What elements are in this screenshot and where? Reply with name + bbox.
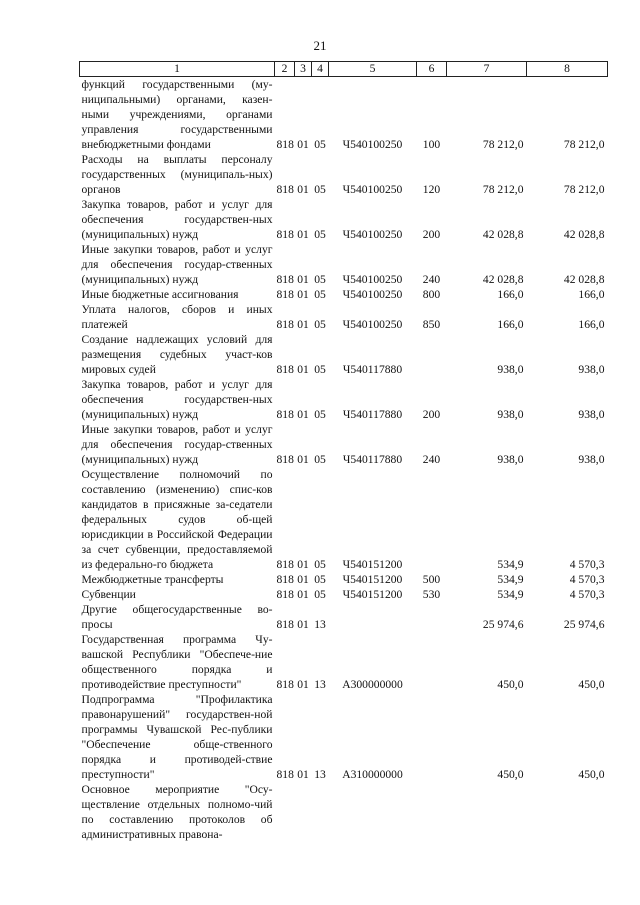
cell-code-3: 01 xyxy=(297,138,309,151)
table-row xyxy=(80,467,608,572)
cell-amount-8: 450,0 xyxy=(578,768,605,781)
cell-code-3: 01 xyxy=(297,588,309,601)
cell-code-4 xyxy=(312,782,329,842)
cell-expense-type: 800 xyxy=(422,288,441,301)
column-header: 8 xyxy=(527,62,608,77)
cell-code-2: 818 xyxy=(276,288,294,301)
table-row xyxy=(80,602,608,632)
row-name-cell: Закупка товаров, работ и услуг для обеспечения государствен-ных (муниципальных) нужд xyxy=(81,378,273,421)
table-row xyxy=(80,287,608,302)
column-header: 6 xyxy=(417,62,447,77)
table-row xyxy=(80,782,608,842)
cell-target-article: Ч540151200 xyxy=(342,558,403,571)
cell-code-3: 01 xyxy=(297,228,309,241)
table-row xyxy=(80,572,608,587)
cell-code-2: 818 xyxy=(276,588,294,601)
cell-amount-8: 4 570,3 xyxy=(569,573,605,586)
cell-code-2: 818 xyxy=(276,228,294,241)
cell-target-article: Ч540100250 xyxy=(342,273,403,286)
cell-amount-8: 42 028,8 xyxy=(563,228,605,241)
cell-code-3: 01 xyxy=(297,183,309,196)
cell-code-4: 05 xyxy=(314,138,326,151)
cell-amount-7: 450,0 xyxy=(497,768,524,781)
cell-target-article: Ч540117880 xyxy=(342,453,403,466)
cell-amount-8: 166,0 xyxy=(578,318,605,331)
cell-target-article: Ч540100250 xyxy=(342,318,403,331)
row-name-cell: Осуществление полномочий по составлению (изменению) спис-ков кандидатов в присяжные за-седатели федеральных судов об-щей юрисдикции в Российской Федерации за счет субвенции, предоставляемой из федерально-го бюджета xyxy=(81,468,273,571)
column-header: 5 xyxy=(329,62,417,77)
cell-code-3: 01 xyxy=(297,363,309,376)
table-header-row xyxy=(80,62,608,77)
row-name-cell: Закупка товаров, работ и услуг для обеспечения государствен-ных (муниципальных) нужд xyxy=(81,198,273,241)
cell-code-4: 05 xyxy=(314,318,326,331)
cell-code-2: 818 xyxy=(276,678,294,691)
row-name-cell: Государственная программа Чу-вашской Республики "Обеспече-ние общественного порядка и противодействие преступности" xyxy=(81,633,273,691)
cell-target-article: Ч540117880 xyxy=(342,363,403,376)
column-header: 7 xyxy=(447,62,527,77)
cell-amount-8: 166,0 xyxy=(578,288,605,301)
cell-amount-7: 42 028,8 xyxy=(482,228,524,241)
cell-code-3: 01 xyxy=(297,453,309,466)
cell-amount-7: 938,0 xyxy=(497,363,524,376)
cell-amount-8: 4 570,3 xyxy=(569,558,605,571)
cell-amount-8: 4 570,3 xyxy=(569,588,605,601)
cell-target-article: Ч540100250 xyxy=(342,183,403,196)
cell-target-article xyxy=(329,782,417,842)
cell-expense-type: 100 xyxy=(422,138,441,151)
table-row xyxy=(80,77,608,153)
table-row xyxy=(80,197,608,242)
row-name-cell: Иные закупки товаров, работ и услуг для обеспечения государ-ственных (муниципальных) нужд xyxy=(81,243,273,286)
cell-amount-7: 166,0 xyxy=(497,288,524,301)
cell-code-2: 818 xyxy=(276,573,294,586)
column-header: 1 xyxy=(80,62,275,77)
cell-code-4: 05 xyxy=(314,558,326,571)
cell-code-4: 05 xyxy=(314,363,326,376)
cell-amount-8: 938,0 xyxy=(578,408,605,421)
row-name-cell: Подпрограмма "Профилактика правонарушений" государствен-ной программы Чувашской Рес-публики "Обеспечение обще-ственного порядка и противодей-ствие преступности" xyxy=(81,693,273,781)
row-name-cell: Межбюджетные трансферты xyxy=(81,573,224,586)
column-header: 4 xyxy=(312,62,329,77)
cell-amount-7: 534,9 xyxy=(497,588,524,601)
row-name-cell: Иные бюджетные ассигнования xyxy=(81,288,239,301)
cell-amount-8: 938,0 xyxy=(578,453,605,466)
cell-code-2: 818 xyxy=(276,408,294,421)
cell-target-article: Ч540151200 xyxy=(342,573,403,586)
cell-code-4: 05 xyxy=(314,588,326,601)
cell-code-2: 818 xyxy=(276,558,294,571)
table-row xyxy=(80,692,608,782)
row-name-cell: Создание надлежащих условий для размещения судебных участ-ков мировых судей xyxy=(81,333,273,376)
cell-code-2: 818 xyxy=(276,363,294,376)
cell-code-3: 01 xyxy=(297,288,309,301)
cell-expense-type: 240 xyxy=(422,273,441,286)
cell-code-4: 05 xyxy=(314,183,326,196)
cell-amount-7: 166,0 xyxy=(497,318,524,331)
cell-amount-8: 42 028,8 xyxy=(563,273,605,286)
cell-amount-8: 450,0 xyxy=(578,678,605,691)
cell-expense-type: 530 xyxy=(422,588,441,601)
cell-expense-type xyxy=(417,332,447,377)
cell-code-4: 13 xyxy=(314,768,326,781)
cell-code-3: 01 xyxy=(297,408,309,421)
cell-expense-type: 200 xyxy=(422,228,441,241)
cell-amount-7: 25 974,6 xyxy=(482,618,524,631)
cell-amount-7: 78 212,0 xyxy=(482,183,524,196)
cell-code-2: 818 xyxy=(276,273,294,286)
cell-expense-type xyxy=(417,602,447,632)
cell-code-2: 818 xyxy=(276,453,294,466)
cell-expense-type xyxy=(417,632,447,692)
cell-amount-8 xyxy=(527,782,608,842)
cell-expense-type: 850 xyxy=(422,318,441,331)
table-row xyxy=(80,152,608,197)
table-row xyxy=(80,632,608,692)
cell-amount-7: 938,0 xyxy=(497,408,524,421)
table-row xyxy=(80,587,608,602)
cell-code-3: 01 xyxy=(297,768,309,781)
cell-code-3: 01 xyxy=(297,558,309,571)
cell-code-4: 05 xyxy=(314,228,326,241)
cell-target-article: Ч540117880 xyxy=(342,408,403,421)
cell-amount-8: 938,0 xyxy=(578,363,605,376)
row-name-cell: Субвенции xyxy=(81,588,136,601)
cell-expense-type xyxy=(417,692,447,782)
column-header: 2 xyxy=(275,62,295,77)
cell-code-2: 818 xyxy=(276,138,294,151)
table-row xyxy=(80,302,608,332)
cell-code-4: 13 xyxy=(314,618,326,631)
cell-expense-type xyxy=(417,467,447,572)
cell-code-3: 01 xyxy=(297,318,309,331)
cell-amount-8: 78 212,0 xyxy=(563,138,605,151)
cell-amount-7 xyxy=(447,782,527,842)
cell-target-article xyxy=(329,602,417,632)
row-name-cell: Другие общегосударственные во-просы xyxy=(81,603,273,631)
page-number: 21 xyxy=(313,38,327,53)
row-name-cell: Основное мероприятие "Осу-ществление отдельных полномо-чий по составлению протоколов об административных правона- xyxy=(81,783,273,841)
table-row xyxy=(80,242,608,287)
cell-code-4: 05 xyxy=(314,288,326,301)
row-name-cell: Уплата налогов, сборов и иных платежей xyxy=(81,303,273,331)
cell-code-4: 05 xyxy=(314,573,326,586)
cell-expense-type xyxy=(417,782,447,842)
cell-amount-7: 938,0 xyxy=(497,453,524,466)
cell-target-article: А300000000 xyxy=(342,678,403,691)
cell-code-4: 05 xyxy=(314,273,326,286)
cell-code-2: 818 xyxy=(276,768,294,781)
column-header: 3 xyxy=(295,62,312,77)
cell-code-4: 05 xyxy=(314,408,326,421)
budget-table xyxy=(79,61,608,842)
cell-code-3: 01 xyxy=(297,273,309,286)
cell-amount-7: 534,9 xyxy=(497,573,524,586)
row-name-cell: функций государственными (му-ниципальными) органами, казен-ными учреждениями, органами управления государственными внебюджетными фондами xyxy=(81,78,273,151)
cell-expense-type: 240 xyxy=(422,453,441,466)
cell-target-article: Ч540151200 xyxy=(342,588,403,601)
cell-expense-type: 500 xyxy=(422,573,441,586)
table-row xyxy=(80,422,608,467)
table-row xyxy=(80,377,608,422)
cell-code-2: 818 xyxy=(276,318,294,331)
cell-code-3: 01 xyxy=(297,573,309,586)
cell-code-4: 05 xyxy=(314,453,326,466)
cell-expense-type: 200 xyxy=(422,408,441,421)
cell-amount-7: 42 028,8 xyxy=(482,273,524,286)
cell-expense-type: 120 xyxy=(422,183,441,196)
cell-target-article: Ч540100250 xyxy=(342,288,403,301)
cell-target-article: А310000000 xyxy=(342,768,403,781)
cell-code-4: 13 xyxy=(314,678,326,691)
cell-code-2 xyxy=(275,782,295,842)
row-name-cell: Расходы на выплаты персоналу государственных (муниципаль-ных) органов xyxy=(81,153,273,196)
cell-amount-8: 78 212,0 xyxy=(563,183,605,196)
cell-code-3: 01 xyxy=(297,618,309,631)
cell-code-2: 818 xyxy=(276,618,294,631)
cell-code-3: 01 xyxy=(297,678,309,691)
row-name-cell: Иные закупки товаров, работ и услуг для обеспечения государ-ственных (муниципальных) нужд xyxy=(81,423,273,466)
cell-target-article: Ч540100250 xyxy=(342,138,403,151)
cell-amount-7: 78 212,0 xyxy=(482,138,524,151)
cell-amount-7: 450,0 xyxy=(497,678,524,691)
cell-code-2: 818 xyxy=(276,183,294,196)
cell-amount-7: 534,9 xyxy=(497,558,524,571)
cell-code-3 xyxy=(295,782,312,842)
table-row xyxy=(80,332,608,377)
cell-amount-8: 25 974,6 xyxy=(563,618,605,631)
cell-target-article: Ч540100250 xyxy=(342,228,403,241)
